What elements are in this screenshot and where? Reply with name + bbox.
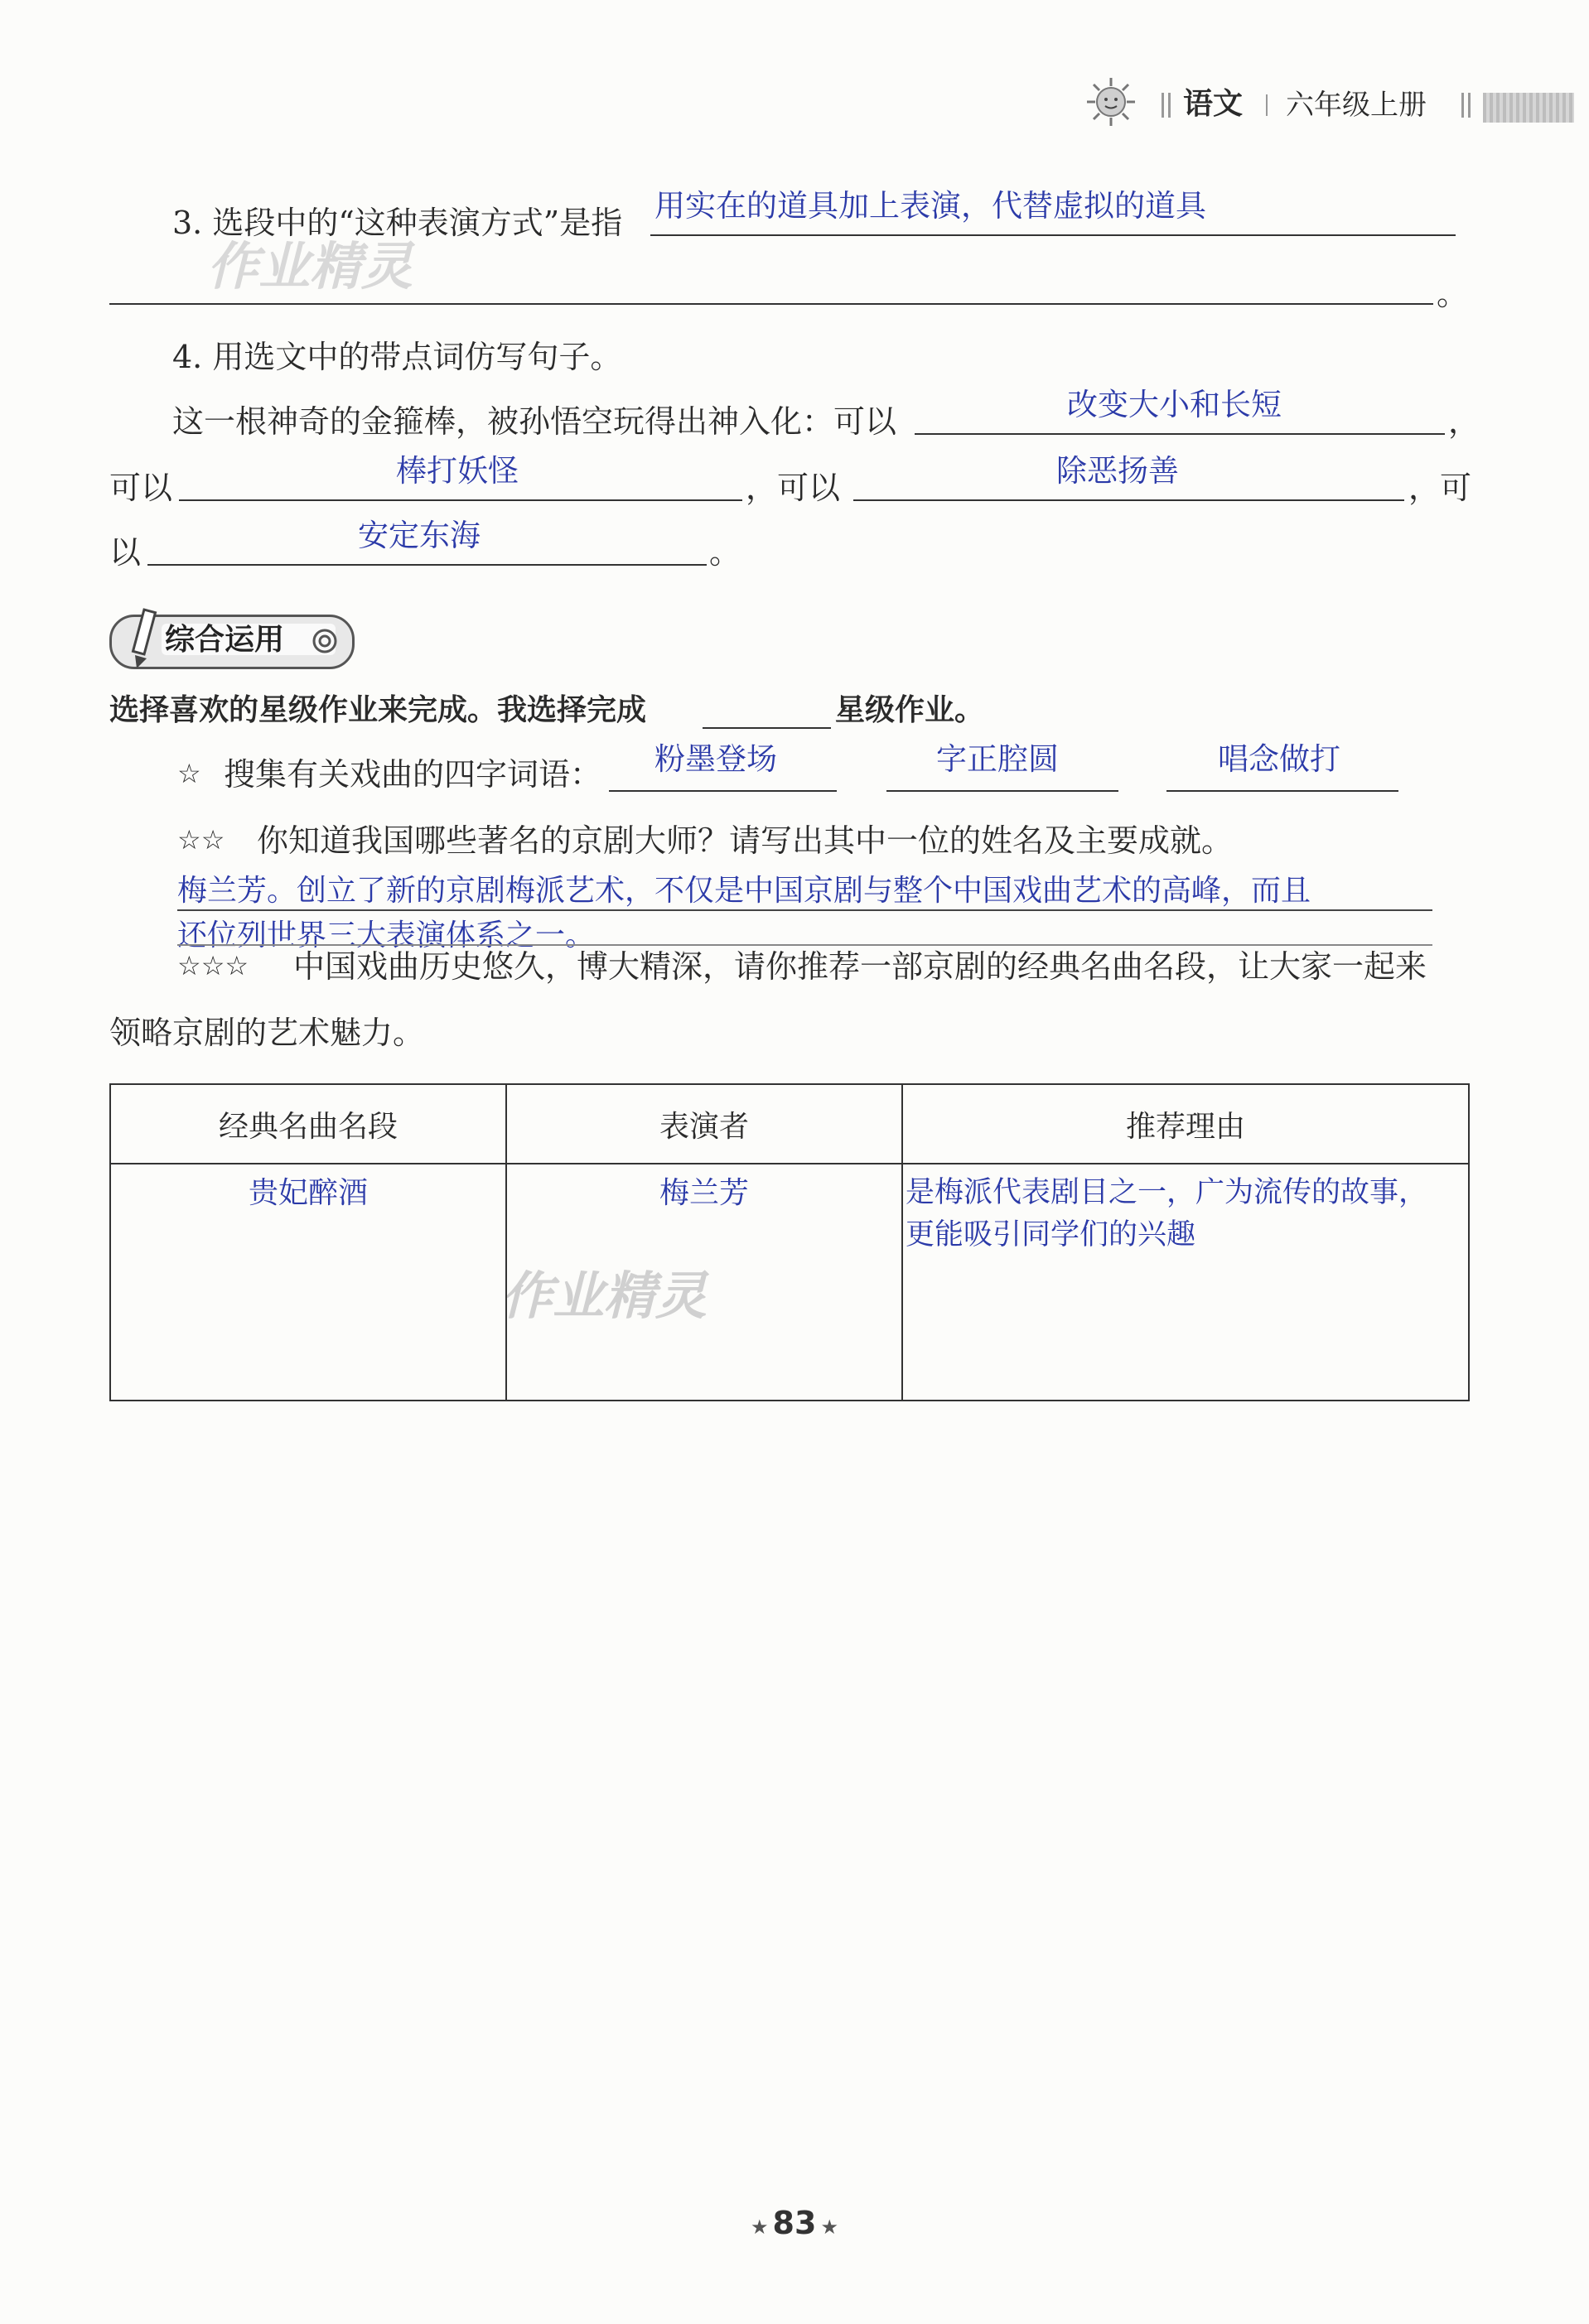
star2-answer-underline: [177, 909, 1432, 911]
star3-stars: ☆☆☆: [177, 950, 249, 981]
star3-prompt-line1: 中国戏曲历史悠久，博大精深，请你推荐一部京剧的经典名曲名段，让大家一起来: [293, 948, 1427, 985]
q4-blank-3: [853, 499, 1404, 501]
q4-comma: ，: [1448, 403, 1480, 440]
star1-stars: ☆: [177, 758, 201, 789]
watermark: 作业精灵: [207, 236, 413, 297]
header-decor-bar: [1483, 93, 1574, 123]
q4-answer-4: 安定东海: [358, 518, 481, 553]
q3-end-period: 。: [1437, 276, 1469, 312]
star1-answer-2: 字正腔圆: [936, 741, 1059, 777]
q3-answer: 用实在的道具加上表演，代替虚拟的道具: [654, 188, 1206, 224]
table-cell-reason-line1: 是梅派代表剧目之一，广为流传的故事，: [906, 1176, 1428, 1209]
q4-answer-1: 改变大小和长短: [1067, 387, 1282, 422]
subject-label: 语文: [1183, 87, 1244, 121]
footer-star-left: ★: [750, 2216, 769, 2239]
table-cell-performer: 梅兰芳: [659, 1176, 749, 1210]
section-badge: [109, 615, 355, 669]
q3-answer-line-2: [109, 303, 1433, 305]
q3-answer-line: [650, 234, 1456, 236]
q4-answer-3: 除恶扬善: [1056, 453, 1179, 489]
watermark: 作业精灵: [501, 1266, 708, 1326]
star1-answer-3: 唱念做打: [1218, 741, 1340, 777]
q4-comma-ke: ，可: [1408, 470, 1472, 506]
table-header-performer: 表演者: [506, 1084, 902, 1164]
table-header-piece: 经典名曲名段: [110, 1084, 506, 1164]
star1-prompt: 搜集有关戏曲的四字词语：: [224, 756, 602, 793]
q4-prompt: 4. 用选文中的带点词仿写句子。: [172, 339, 622, 375]
star1-blank-3: [1166, 790, 1398, 792]
q4-blank-4: [147, 564, 707, 566]
grade-label: 六年级上册: [1286, 89, 1427, 122]
section-title: 综合运用: [165, 623, 285, 657]
table-row: [110, 1164, 1469, 1401]
table-cell-reason-line2: 更能吸引同学们的兴趣: [906, 1218, 1196, 1251]
choose-text-after: 星级作业。: [835, 693, 985, 727]
q3-prompt: 3. 选段中的“这种表演方式”是指: [172, 205, 623, 241]
q4-blank-1: [915, 433, 1445, 435]
pencil-icon: [123, 605, 165, 672]
star2-prompt: 你知道我国哪些著名的京剧大师？请写出其中一位的姓名及主要成就。: [257, 822, 1234, 859]
page-number: 83: [772, 2205, 817, 2241]
star1-blank-2: [886, 790, 1118, 792]
q4-period: 。: [709, 534, 741, 571]
q4-sentence-start: 这一根神奇的金箍棒，被孙悟空玩得出神入化：可以: [172, 403, 897, 440]
table-header-reason: 推荐理由: [902, 1084, 1469, 1164]
star1-blank-1: [609, 790, 837, 792]
star2-answer-underline-2: [177, 944, 1432, 946]
q4-keyi: 可以: [109, 470, 173, 506]
star1-answer-1: 粉墨登场: [654, 741, 777, 777]
choose-text: 选择喜欢的星级作业来完成。我选择完成: [109, 693, 647, 727]
recommendation-table: [109, 1083, 1470, 1401]
page-footer: [746, 2205, 843, 2241]
star3-prompt-line2: 领略京剧的艺术魅力。: [109, 1015, 425, 1051]
choose-star-blank: [703, 727, 831, 729]
q4-yi: 以: [109, 534, 142, 571]
ring-icon: [311, 627, 339, 655]
q4-blank-2: [179, 499, 742, 501]
star2-answer-line1: 梅兰芳。创立了新的京剧梅派艺术，不仅是中国京剧与整个中国戏曲艺术的高峰，而且: [177, 874, 1311, 908]
star2-stars: ☆☆: [177, 824, 225, 856]
q4-answer-2: 棒打妖怪: [396, 453, 519, 489]
footer-star-right: ★: [820, 2216, 839, 2239]
sun-mascot-icon: [1085, 76, 1137, 128]
star2-answer-line2: 还位列世界三大表演体系之一。: [177, 919, 596, 952]
table-cell-piece: 贵妃醉酒: [248, 1176, 368, 1210]
q4-comma-keyi: ，可以: [746, 470, 841, 506]
